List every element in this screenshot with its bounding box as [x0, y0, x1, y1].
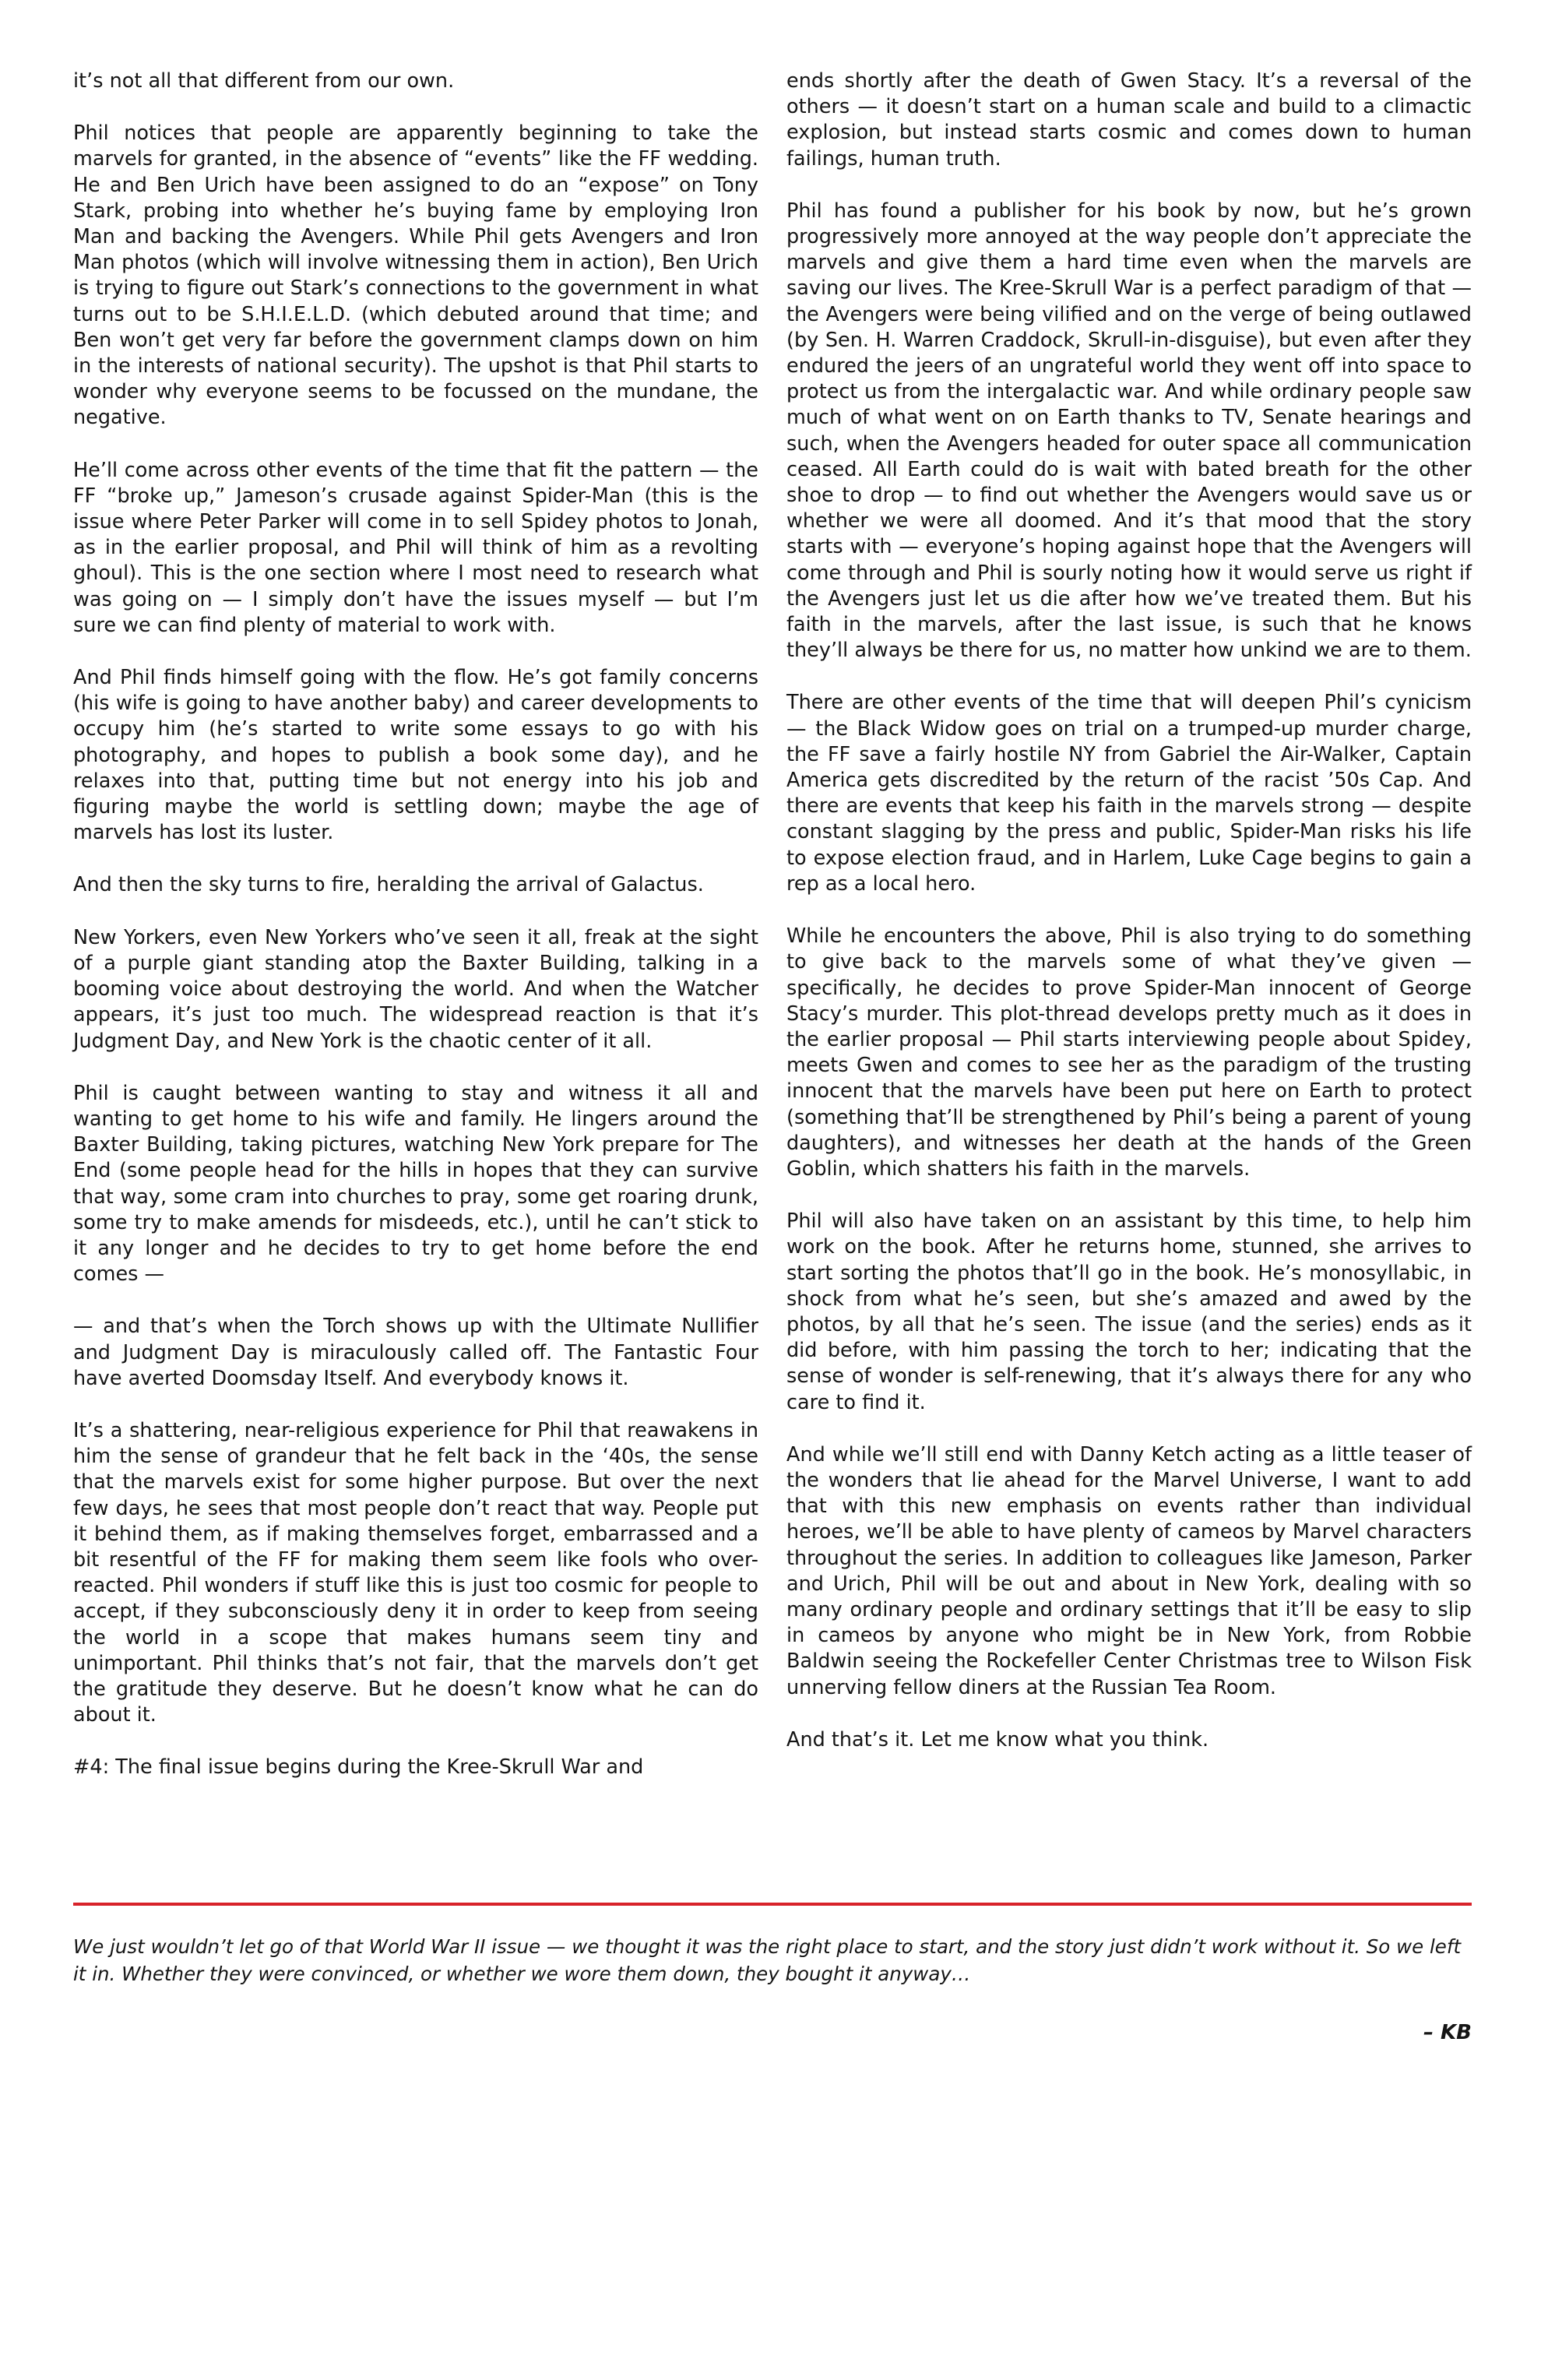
body-columns [73, 69, 1472, 1860]
right-column [786, 69, 1472, 1780]
left-column [73, 69, 758, 1808]
paragraph: And Phil finds himself going with the flow. He’s got family concerns (his wife is going to have another baby) and career developments to occupy him (he’s started to write some essays to go with his photography, and hopes to publish a book some day), and he relaxes into that, putting time but not energy into his job and figuring maybe the world is settling down; maybe the age of marvels has lost its luster. [73, 666, 758, 845]
paragraph: it’s not all that different from our own. [73, 69, 455, 93]
paragraph: #4: The final issue begins during the Kree-Skrull War and [73, 1755, 644, 1780]
paragraph: It’s a shattering, near-religious experience for Phil that reawakens in him the sense of grandeur that he felt back in the ‘40s, the sense that the marvels exist for some higher purpose. But over the next few days, he sees that most people don’t react that way. People put it behind them, as if making themselves forget, embarrassed and a bit resentful of the FF for making them seem like fools who over-reacted. Phil wonders if stuff like this is just too cosmic for people to accept, if they subconsciously deny it in order to keep from seeing the world in a scope that makes humans seem tiny and unimportant. Phil thinks that’s not fair, that the marvels don’t get the gratitude they deserve. But he doesn’t know what he can do about it. [73, 1418, 758, 1727]
paragraph: ends shortly after the death of Gwen Stacy. It’s a reversal of the others — it doesn’t start on a human scale and build to a climactic explosion, but instead starts cosmic and comes down to human failings, human truth. [786, 69, 1472, 171]
editorial-footnote: We just wouldn’t let go of that World War II issue — we thought it was the right place to start, and the story just didn’t work without it. So we left it in. Whether they were convinced, or whether we wore them down, they bought it anyway… [73, 1935, 1462, 1985]
red-divider-rule [73, 1903, 1472, 1906]
paragraph: Phil will also have taken on an assistant by this time, to help him work on the book. After he returns home, stunned, she arrives to start sorting the photos that’ll go in the book. He’s monosyllabic, in shock from what he’s seen, but she’s amazed and awed by the photos, by all that he’s seen. The issue (and the series) ends as it did before, with him passing the torch to her; indicating that the sense of wonder is self-renewing, that it’s always there for any who care to find it. [786, 1209, 1472, 1414]
paragraph: There are other events of the time that will deepen Phil’s cynicism — the Black Widow goes on trial on a trumped-up murder charge, the FF save a fairly hostile NY from Gabriel the Air-Walker, Captain America gets discredited by the return of the racist ’50s Cap. And there are events that keep his faith in the marvels strong — despite constant slagging by the press and public, Spider-Man risks his life to expose election fraud, and in Harlem, Luke Cage begins to gain a rep as a local hero. [786, 691, 1472, 896]
paragraph: Phil is caught between wanting to stay and witness it all and wanting to get home to his wife and family. He lingers around the Baxter Building, taking pictures, watching New York prepare for The End (some people head for the hills in hopes that they can survive that way, some cram into churches to pray, some get roaring drunk, some try to make amends for misdeeds, etc.), until he can’t stick to it any longer and he decides to try to get home before the end comes — [73, 1081, 758, 1287]
paragraph: And that’s it. Let me know what you think. [786, 1727, 1209, 1752]
author-signature: – KB [1423, 2021, 1472, 2044]
paragraph: New Yorkers, even New Yorkers who’ve seen it all, freak at the sight of a purple giant standing atop the Baxter Building, talking in a booming voice about destroying the world. And when the Watcher appears, it’s just too much. The widespread reaction is that it’s Judgment Day, and New York is the chaotic center of it all. [73, 925, 758, 1053]
paragraph: While he encounters the above, Phil is also trying to do something to give back to the marvels some of what they’ve given — specifically, he decides to prove Spider-Man innocent of George Stacy’s murder. This plot-thread develops pretty much as it does in the earlier proposal — Phil starts interviewing people about Spidey, meets Gwen and comes to see her as the paradigm of the trusting innocent that the marvels have been put here on Earth to protect (something that’ll be strengthened by Phil’s being a parent of young daughters), and witnesses her death at the hands of the Green Goblin, which shatters his faith in the marvels. [786, 924, 1472, 1181]
paragraph: And while we’ll still end with Danny Ketch acting as a little teaser of the wonders that lie ahead for the Marvel Universe, I want to add that with this new emphasis on events rather than individual heroes, we’ll be able to have plenty of cameos by Marvel characters throughout the series. In addition to colleagues like Jameson, Parker and Urich, Phil will be out and about in New York, dealing with so many ordinary people and ordinary settings that it’ll be easy to slip in cameos by anyone who might be in New York, from Robbie Baldwin seeing the Rockefeller Center Christmas tree to Wilson Fisk unnerving fellow diners at the Russian Tea Room. [786, 1442, 1472, 1699]
paragraph: And then the sky turns to fire, heralding the arrival of Galactus. [73, 873, 704, 897]
paragraph: He’ll come across other events of the time that fit the pattern — the FF “broke up,” Jameson’s crusade against Spider-Man (this is the issue where Peter Parker will come in to sell Spidey photos to Jonah, as in the earlier proposal, and Phil will think of him as a revolting ghoul). This is the one section where I most need to research what was going on — I simply don’t have the issues myself — but I’m sure we can find plenty of material to work with. [73, 458, 758, 637]
paragraph: — and that’s when the Torch shows up with the Ultimate Nullifier and Judgment Day is miraculously called off. The Fantastic Four have averted Doomsday Itself. And everybody knows it. [73, 1315, 758, 1390]
paragraph: Phil has found a publisher for his book by now, but he’s grown progressively more annoyed at the way people don’t appreciate the marvels and give them a hard time even when the marvels are saving our lives. The Kree-Skrull War is a perfect paradigm of that — the Avengers were being vilified and on the verge of being outlawed (by Sen. H. Warren Craddock, Skrull-in-disguise), but even after they endured the jeers of an ungrateful world they went off into space to protect us from the intergalactic war. And while ordinary people saw much of what went on on Earth thanks to TV, Senate hearings and such, when the Avengers headed for outer space all communication ceased. All Earth could do is wait with bated breath for the other shoe to drop — to find out whether the Avengers would save us or whether we were all doomed. And it’s that mood that the story starts with — everyone’s hoping against hope that the Avengers will come through and Phil is sourly noting how it would serve us right if the Avengers just let us die after how we’ve treated them. But his faith in the marvels, after the last issue, is such that he knows they’ll always be there for us, no matter how unkind we are to them. [786, 199, 1472, 663]
paragraph: Phil notices that people are apparently beginning to take the marvels for granted, in the absence of “events” like the FF wedding. He and Ben Urich have been assigned to do an “expose” on Tony Stark, probing into whether he’s buying fame by employing Iron Man and backing the Avengers. While Phil gets Avengers and Iron Man photos (which will involve witnessing them in action), Ben Urich is trying to figure out Stark’s connections to the government in what turns out to be S.H.I.E.L.D. (which debuted around that time; and Ben won’t get very far before the government clamps down on him in the interests of national security). The upshot is that Phil starts to wonder why everyone seems to be focussed on the mundane, the negative. [73, 121, 758, 430]
